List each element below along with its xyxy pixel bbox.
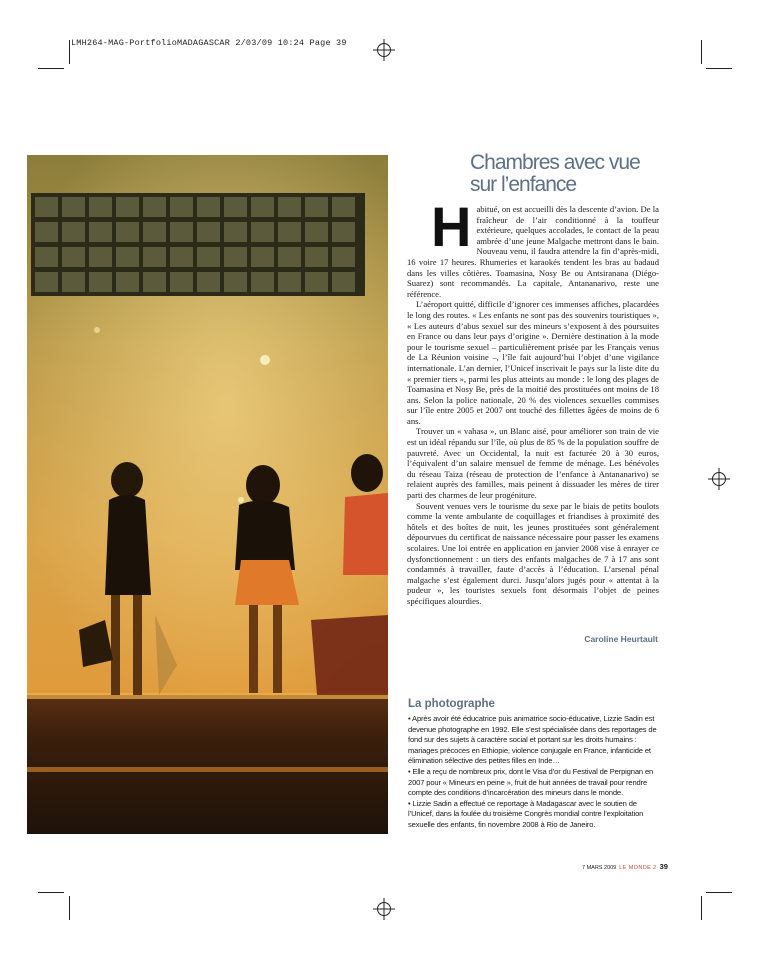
folio-date: 7 MARS 2009 xyxy=(582,865,617,871)
headline-line-2: sur l’enfance xyxy=(470,173,577,196)
page-folio xyxy=(582,862,668,871)
crop-mark xyxy=(38,68,64,69)
registration-mark-icon xyxy=(373,39,395,61)
sidebar-box xyxy=(408,714,660,831)
article-paragraph: Souvent venues vers le tourisme du sexe par le biais de petits boulots comme la vente ambulante de coquillages et friandises à proximité des hôtels et des boîtes de nuit, les jeunes prostituées sont généralement dépourvues du certificat de naissance nécessaire pour passer les examens scolaires. Une loi entrée en application en janvier 2008 vise à enrayer ce dysfonctionnement : un tiers des enfants malgaches de 7 à 17 ans sont condamnés à travailler, faute d’accès à l’éducation. L’arsenal pénal malgache s’est également durci. Jusqu’alors jugés pour « attentat à la pudeur », les touristes sexuels font désormais l’objet de peines spécifiques alourdies. xyxy=(407,500,659,606)
article-paragraph: Trouver un « vahasa », un Blanc aisé, pour améliorer son train de vie est un idéal répandu sur l’île, où plus de 85 % de la population souffre de pauvreté. Avec un Occidental, la nuit est facturée 20 à 30 euros, l’équivalent d’un salaire mensuel de femme de ménage. Les bénévoles du réseau Taiza (réseau de protection de l’enfance à Antananarivo) se relaient auprès des familles, mais peinent à dissuader les mères de tirer parti des charmes de leur progéniture. xyxy=(407,426,659,501)
author-signature: Caroline Heurtault xyxy=(584,634,658,644)
page-number: 39 xyxy=(659,862,668,871)
crop-mark xyxy=(69,896,70,920)
sidebar-item: • Après avoir été éducatrice puis animatrice socio-éducative, Lizzie Sadin est devenue photographe en 1992. Elle s’est spécialisée dans des reportages de fond sur des sujets à caractère social et portant sur les droits humains : mariages précoces en Ethiopie, violence conjugale en France, infanticide et élimination sélective des petites filles en Inde… xyxy=(408,714,657,766)
crop-mark xyxy=(706,892,732,893)
registration-mark-icon xyxy=(708,468,730,490)
sidebar-item: • Lizzie Sadin a effectué ce reportage à Madagascar avec le soutien de l’Unicef, dans la foulée du troisième Congrès mondial contre l’exploitation sexuelle des enfants, fin novembre 2008 à Rio de Janeiro. xyxy=(408,798,644,829)
folio-publication: LE MONDE 2 xyxy=(619,865,657,871)
registration-mark-icon xyxy=(373,898,395,920)
print-slug: LMH264-MAG-PortfolioMADAGASCAR 2/03/09 10:24 Page 39 xyxy=(71,38,347,48)
crop-mark xyxy=(69,40,70,64)
article-paragraph: L’aéroport quitté, difficile d’ignorer ces immenses affiches, placardées le long des routes. « Les enfants ne sont pas des souvenirs touristiques », « Les auteurs d’abus sexuel sur des mineurs s’exposent à des poursuites en France ou dans leur pays d’origine ». Dernière destination à la mode pour le tourisme sexuel – particulièrement prisée par les Français venus de La Réunion voisine –, l’île fait aujourd’hui l’objet d’une vigilance internationale. L’an dernier, l’Unicef inscrivait le pays sur la liste dite du « premier tiers », parmi les plus atteints au monde : le long des plages de Toamasina et Nosy Be, près de la moitié des prostituées ont moins de 18 ans. Selon la police nationale, 20 % des violences sexuelles commises sur l’île entre 2005 et 2007 ont touché des fillettes âgées de moins de 6 ans. xyxy=(407,299,659,426)
headline-line-1: Chambres avec vue xyxy=(470,151,640,174)
photo-night-street xyxy=(27,155,388,834)
article-paragraph: Habitué, on est accueilli dès la descente d’avion. De la fraîcheur de l’air conditionné à la touffeur extérieure, quelques accolades, le contact de la peau ambrée d’une jeune Malgache mettront dans le bain. Nouveau venu, il faudra attendre la fin d’après-midi, 16 voire 17 heures. Rhumeries et karaokés tendent les bras au badaud dans les villes côtières. Toamasina, Nosy Be ou Antsiranana (Diégo-Suarez) sont recommandés. La capitale, Antananarivo, reste une référence. xyxy=(407,195,659,299)
drop-cap: H xyxy=(431,195,472,258)
article-headline xyxy=(470,152,690,196)
crop-mark xyxy=(706,68,732,69)
crop-mark xyxy=(701,40,702,64)
sidebar-title: La photographe xyxy=(408,698,495,710)
crop-mark xyxy=(701,896,702,920)
sidebar-item: • Elle a reçu de nombreux prix, dont le Visa d’or du Festival de Perpignan en 2007 pour « Mineurs en peine », fruit de huit années de travail pour rendre compte des conditions d’incarcération des mineurs dans le monde. xyxy=(408,766,654,798)
crop-mark xyxy=(38,892,64,893)
article-body xyxy=(407,195,659,607)
